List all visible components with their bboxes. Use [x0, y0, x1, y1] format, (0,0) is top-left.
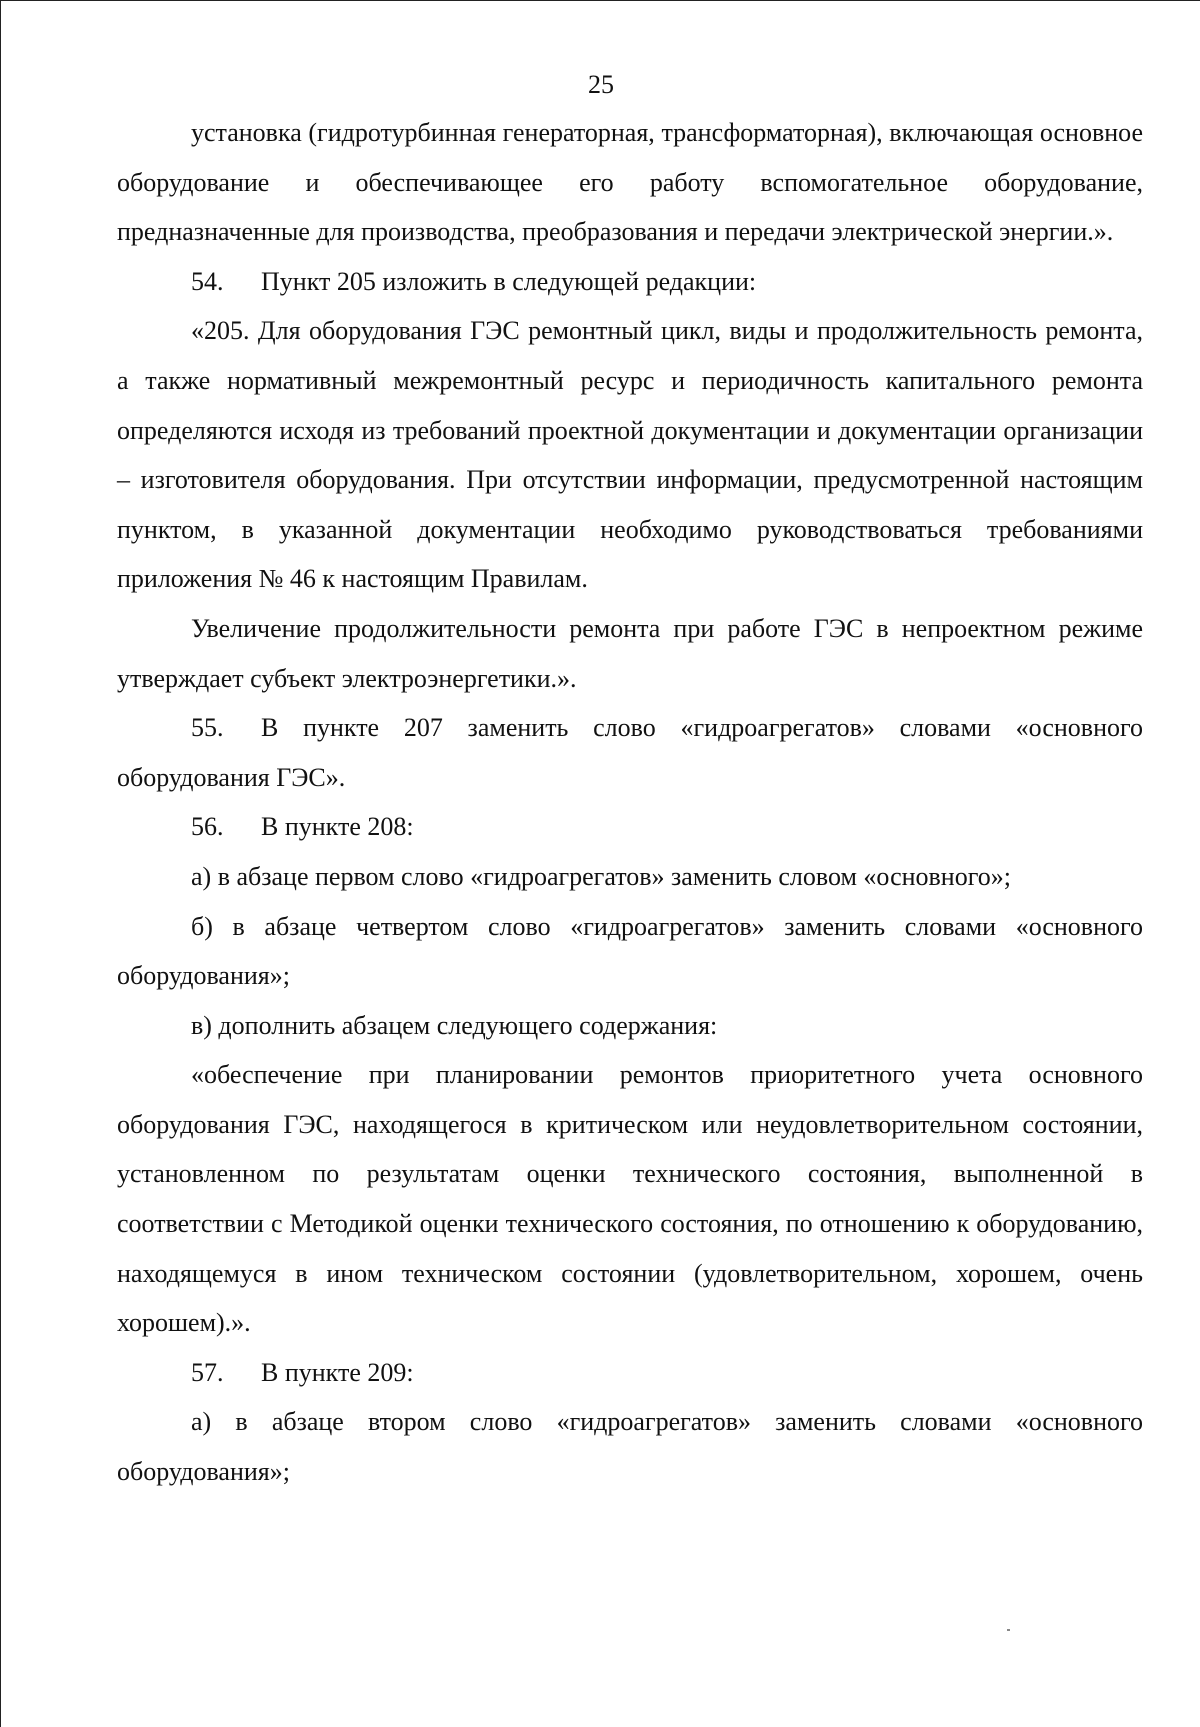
item-number: 57. — [191, 1357, 224, 1387]
paragraph-quoted-205: «205. Для оборудования ГЭС ремонтный цикл, виды и продолжительность ремонта, а также нормативный межремонтный ресурс и периодичность капитального ремонта определяются исходя из требований проектной документации и документации организации – изготовителя оборудования. При отсутствии информации, предусмотренной настоящим пунктом, в указанной документации необходимо руководствоваться требованиями приложения № 46 к настоящим Правилам. — [117, 316, 1143, 594]
item-number: 55. — [191, 713, 224, 743]
paragraph-repair-duration: Увеличение продолжительности ремонта при работе ГЭС в непроектном режиме утверждает субъект электроэнергетики.». — [117, 613, 1143, 693]
subparagraph-v: в) дополнить абзацем следующего содержания: — [191, 1010, 718, 1040]
paragraph-quoted-addition: «обеспечение при планировании ремонтов приоритетного учета основного оборудования ГЭС, находящегося в критическом или неудовлетворительном состоянии, установленном по результатам оценки технического состояния, выполненной в соответствии с Методикой оценки технического состояния, по отношению к оборудованию, находящемуся в ином техническом состоянии (удовлетворительном, хорошем, очень хорошем).». — [117, 1060, 1143, 1338]
subparagraph-b: б) в абзаце четвертом слово «гидроагрегатов» заменить словами «основного оборудования»; — [117, 911, 1143, 991]
page-number: 25 — [588, 70, 614, 99]
paragraph-continuation: установка (гидротурбинная генераторная, трансформаторная), включающая основное оборудование и обеспечивающее его работу вспомогательное оборудование, предназначенные для производства, преобразования и передачи электрической энергии.». — [117, 118, 1143, 247]
paragraph-item-55 — [117, 703, 1143, 802]
item-number: 56. — [191, 812, 224, 842]
scan-speck — [1007, 1629, 1010, 1631]
document-body — [117, 108, 1143, 1497]
paragraph-item-57 — [117, 1348, 1143, 1398]
item-text: В пункте 207 заменить слово «гидроагрегатов» словами «основного оборудования ГЭС». — [117, 713, 1143, 792]
item-text: Пункт 205 изложить в следующей редакции: — [261, 266, 757, 296]
paragraph-item-56 — [117, 802, 1143, 852]
subparagraph-a: а) в абзаце первом слово «гидроагрегатов» заменить словом «основного»; — [191, 861, 1011, 891]
item-number: 54. — [191, 266, 224, 296]
item-text: В пункте 209: — [261, 1357, 414, 1387]
item-text: В пункте 208: — [261, 812, 414, 842]
subparagraph-a-209: а) в абзаце втором слово «гидроагрегатов» заменить словами «основного оборудования»; — [117, 1407, 1143, 1487]
paragraph-item-54 — [117, 257, 1143, 307]
